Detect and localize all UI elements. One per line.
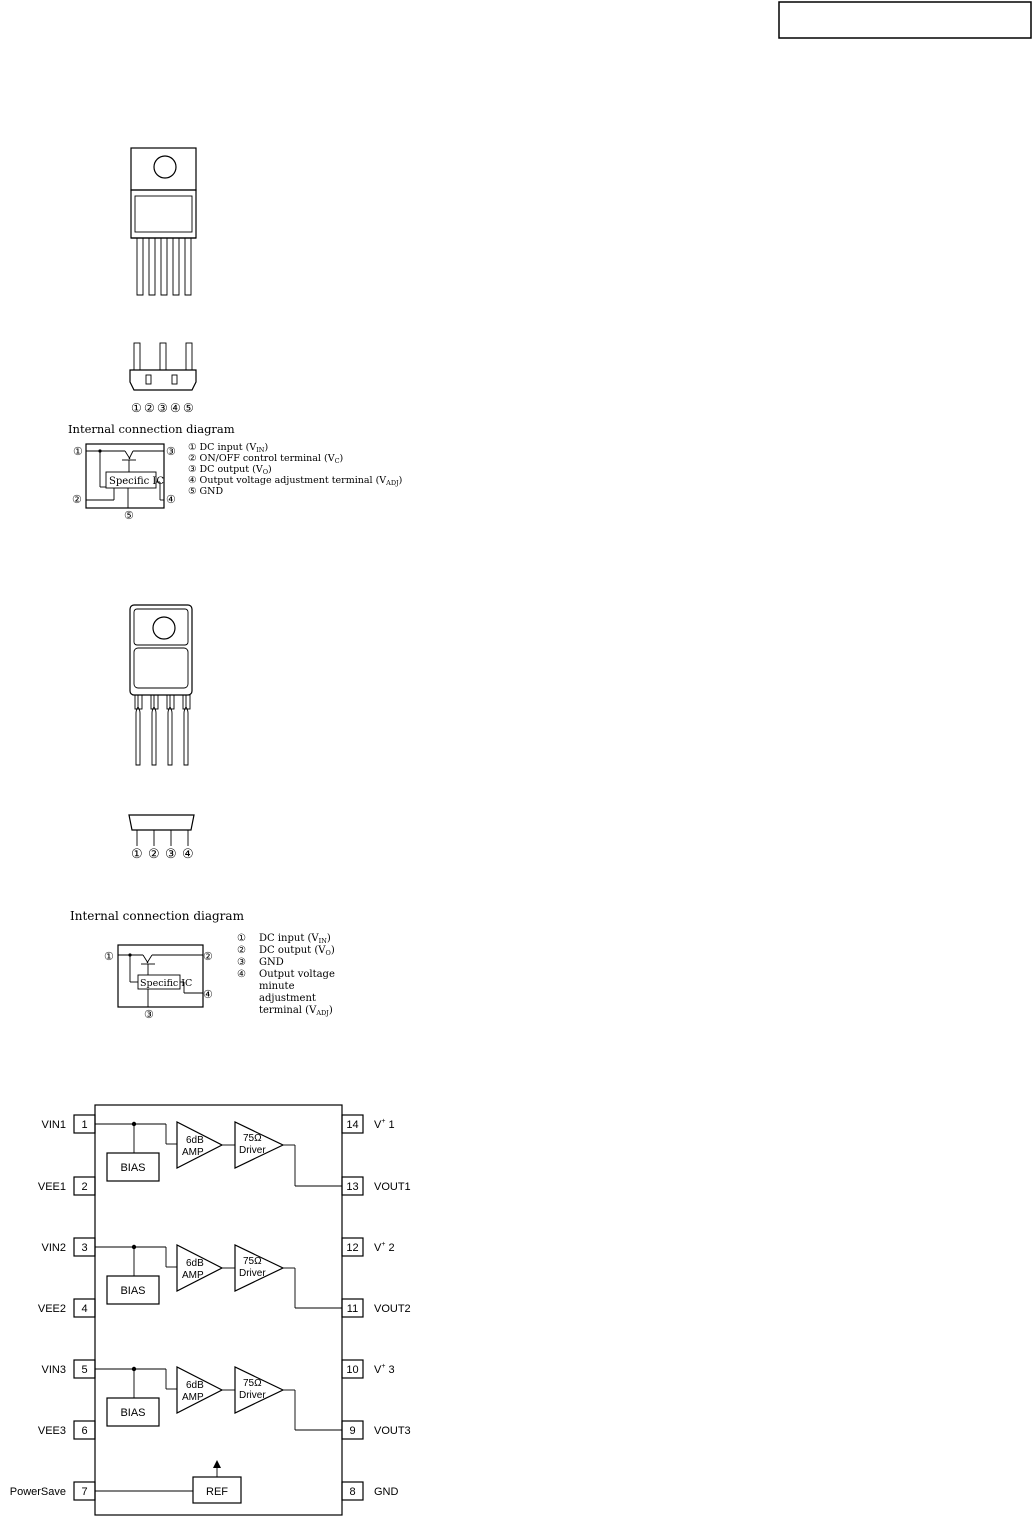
right-pin-number: 13 [346, 1181, 359, 1193]
left-pin-name: VEE1 [37, 1181, 66, 1193]
left-pin-number: 4 [81, 1303, 88, 1315]
ic2-pin-mark-4: ④ [182, 847, 194, 862]
arrow-up-icon [213, 1460, 221, 1468]
ic1-pin-mark-4: ④ [170, 401, 181, 415]
right-pin-number: 10 [346, 1364, 359, 1376]
bias-label: BIAS [120, 1285, 146, 1297]
ic1-package-front [131, 148, 196, 295]
driver-label: Driver [239, 1268, 266, 1279]
channel-1 [95, 1122, 342, 1186]
amp-label: AMP [182, 1270, 204, 1281]
ic1-legend-3: ③ DC output $(V_O)$ [188, 464, 272, 476]
right-pin-name: V+ 1 [374, 1118, 395, 1131]
ic1-legend-1: ① DC input $(V_{IN})$ [188, 442, 269, 454]
driver-impedance-label: 75Ω [243, 1133, 262, 1144]
ic1-diag-pin-2: ② [72, 493, 82, 506]
ic2-legend [237, 933, 335, 1017]
right-pin-name: V+ 2 [374, 1241, 395, 1254]
right-pin-number: 8 [349, 1486, 356, 1498]
right-pin-number: 12 [346, 1242, 359, 1254]
ic2-legend-num-3: ③ [237, 957, 246, 968]
amp-label: AMP [182, 1147, 204, 1158]
ic2-diag-pin-2: ② [203, 950, 213, 963]
ic1-diag-pin-3: ③ [166, 445, 176, 458]
left-pin-name: VEE3 [37, 1425, 66, 1437]
ref-label: REF [206, 1486, 228, 1498]
driver-label: Driver [239, 1390, 266, 1401]
channel-2 [95, 1245, 342, 1308]
ic2-legend-7: terminal $(V_{ADJ})$ [259, 1005, 333, 1017]
right-pin-name: VOUT3 [374, 1425, 411, 1437]
header-box [779, 2, 1031, 38]
right-pin-name: V+ 3 [374, 1363, 395, 1376]
ic2-package-side [129, 815, 194, 862]
bias-label: BIAS [120, 1407, 146, 1419]
ic1-block-label: Specific IC [109, 476, 165, 487]
amp-gain-label: 6dB [186, 1380, 204, 1391]
left-pin-number: 6 [81, 1425, 88, 1437]
ic1-pin-mark-1: ① [131, 401, 142, 415]
ic2-legend-5: minute [259, 981, 295, 992]
ic2-package-front [130, 605, 192, 765]
ic2-pin-mark-3: ③ [165, 847, 177, 862]
ic1-pin-mark-2: ② [144, 401, 155, 415]
left-pin-number: 1 [81, 1119, 88, 1131]
ic1-internal-diagram [72, 444, 176, 522]
amp-gain-label: 6dB [186, 1135, 204, 1146]
driver-impedance-label: 75Ω [243, 1256, 262, 1267]
left-pin-number: 7 [81, 1486, 88, 1498]
amp-gain-label: 6dB [186, 1258, 204, 1269]
amp-label: AMP [182, 1392, 204, 1403]
ic2-legend-3: GND [259, 957, 284, 968]
ic1-pin-mark-5: ⑤ [183, 401, 194, 415]
ic1-diag-pin-1: ① [73, 445, 83, 458]
driver-label: Driver [239, 1145, 266, 1156]
ic1-legend-4: ④ Output voltage adjustment terminal $(V_{ADJ})$ [188, 475, 403, 487]
ic2-legend-4: Output voltage [259, 969, 335, 980]
left-pin-number: 2 [81, 1181, 88, 1193]
ic3-block-diagram [10, 1105, 411, 1515]
ic2-pin-mark-2: ② [148, 847, 160, 862]
mounting-hole-icon [154, 156, 176, 178]
ic1-diagram-title: Internal connection diagram [68, 422, 235, 436]
right-pin-number: 11 [346, 1303, 359, 1315]
ic1-diag-pin-5: ⑤ [124, 509, 134, 522]
ic1-legend-2: ② ON/OFF control terminal $(V_C)$ [188, 453, 344, 465]
left-pin-name: VIN1 [41, 1119, 66, 1131]
ic2-legend-1: DC input $(V_{IN})$ [259, 933, 331, 945]
right-pin-number: 14 [346, 1119, 359, 1131]
ic2-legend-num-2: ② [237, 945, 246, 956]
ic2-internal-diagram [104, 945, 213, 1021]
ic1-package-side [130, 343, 196, 415]
left-pin-number: 3 [81, 1242, 88, 1254]
ic2-diag-pin-4: ④ [203, 988, 213, 1001]
bias-label: BIAS [120, 1162, 146, 1174]
right-pin-name: GND [374, 1486, 399, 1498]
ic2-pin-mark-1: ① [131, 847, 143, 862]
ic1-legend [188, 442, 402, 497]
left-pin-name: VIN2 [41, 1242, 66, 1254]
channel-3 [95, 1367, 342, 1430]
driver-impedance-label: 75Ω [243, 1378, 262, 1389]
ic2-legend-6: adjustment [259, 993, 316, 1004]
right-pin-number: 9 [349, 1425, 356, 1437]
ic2-diag-pin-1: ① [104, 950, 114, 963]
ic1-pin-mark-3: ③ [157, 401, 168, 415]
ic2-legend-num-4: ④ [237, 969, 246, 980]
left-pin-number: 5 [81, 1364, 88, 1376]
left-pin-name: VIN3 [41, 1364, 66, 1376]
ic2-diag-pin-3: ③ [144, 1008, 154, 1021]
right-pin-name: VOUT2 [374, 1303, 411, 1315]
ic2-diagram-title: Internal connection diagram [70, 909, 244, 923]
ic2-legend-2: DC output $(V_O)$ [259, 945, 335, 957]
left-pin-name: PowerSave [9, 1486, 66, 1498]
ic1-diag-pin-4: ④ [166, 493, 176, 506]
ic2-block-label: Specific IC [140, 978, 193, 989]
ic2-legend-num-1: ① [237, 933, 246, 944]
mounting-hole-icon [153, 617, 175, 639]
ic1-legend-5: ⑤ GND [188, 486, 224, 497]
right-pin-name: VOUT1 [374, 1181, 411, 1193]
left-pin-name: VEE2 [37, 1303, 66, 1315]
